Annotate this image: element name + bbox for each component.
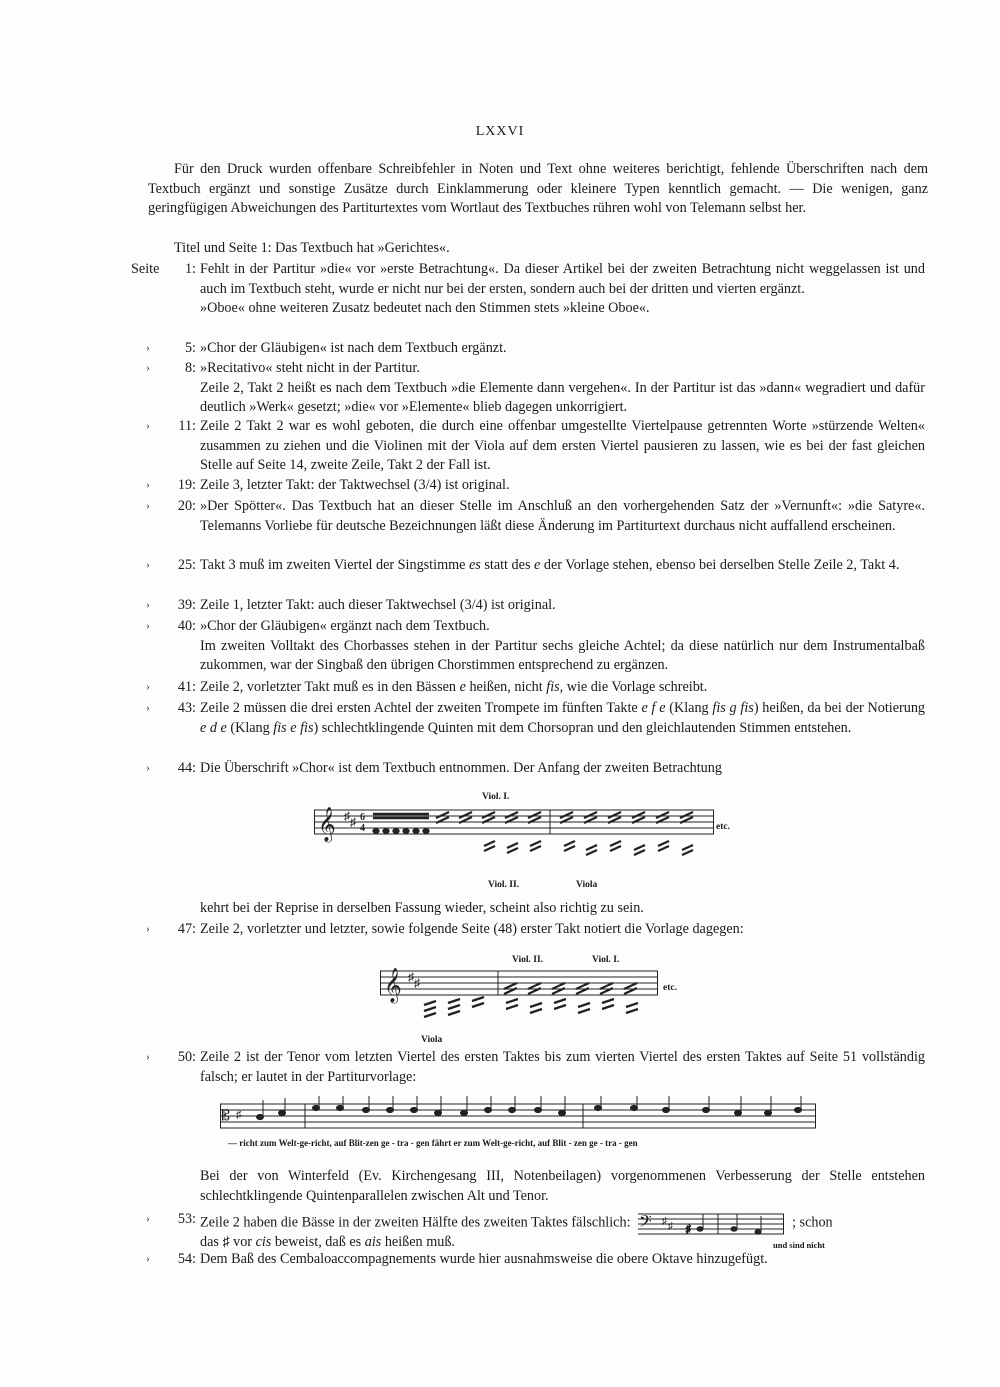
music-staff-3 — [220, 1096, 830, 1136]
entry-number: 53: — [177, 1211, 196, 1227]
entry-text: »Recitativo« steht nicht in der Partitur. — [200, 360, 420, 376]
text-part: Zeile 2, vorletzter Takt muß es in den Bässen — [200, 679, 460, 695]
entry-marker: › — [146, 479, 150, 491]
entry-text: Zeile 1, letzter Takt: auch dieser Taktwechsel (3/4) ist original. — [200, 597, 556, 613]
entry-number: 25: — [177, 557, 196, 573]
intro-paragraph: Für den Druck wurden offenbare Schreibfehler in Noten und Text ohne weiteres berichtigt, fehlende Überschriften nach dem Textbuch ergänzt und sonstige Zusätze durch Einklammerung oder kleinere Typen kenntlich gemacht. — Die wenigen, ganz geringfügigen Abweichungen des Partiturtextes vom Wortlaut des Textbuches rühren wohl von Telemann selbst her. — [148, 161, 928, 216]
bass-lyrics: und sind nicht — [773, 1240, 825, 1250]
text-part: statt des — [480, 557, 535, 573]
music-staff-1 — [314, 800, 734, 870]
etc-label: etc. — [663, 983, 677, 993]
entry-number: 40: — [177, 618, 196, 634]
bass-staff-example — [638, 1210, 788, 1236]
entry-marker: › — [146, 1051, 150, 1063]
text-part: der Vorlage stehen, ebenso bei derselben Stelle Zeile 2, Takt 4. — [540, 557, 900, 573]
entry-marker: › — [146, 923, 150, 935]
entry-text: »Der Spötter«. Das Textbuch hat an dieser Stelle im Anschluß an den vorhergehenden Satz der »Vernunft«: »die Satyre«. Telemanns Vorliebe für deutsche Bezeichnungen läßt diese Änderung im Partiturtext durchaus nicht auffallend erscheinen. — [200, 498, 925, 534]
entry-body — [200, 678, 925, 698]
entry-44-continuation: kehrt bei der Reprise in derselben Fassung wieder, scheint also richtig zu sein. — [200, 900, 644, 916]
lyrics-line: — richt zum Welt-ge-richt, auf Blit-zen ge - tra - gen fährt er zum Welt-ge-richt, auf Blit - zen ge - tra - gen — [228, 1138, 638, 1148]
svg-text:♯: ♯ — [344, 809, 350, 823]
svg-text:6: 6 — [360, 812, 365, 823]
text-part: Zeile 2 müssen die drei ersten Achtel der zweiten Trompete im fünften Takte — [200, 700, 642, 716]
entry-text: Fehlt in der Partitur »die« vor »erste Betrachtung«. Da dieser Artikel bei der zweiten Betrachtung nicht weggelassen ist und auch im Textbuch steht, wurde er nicht nur bei der ersten, sondern auch bei der dritten und vierten ergänzt. — [200, 261, 925, 297]
note-name: ais — [364, 1234, 382, 1250]
entry-marker: › — [146, 1213, 150, 1225]
entry-text: »Chor der Gläubigen« ergänzt nach dem Textbuch. — [200, 618, 490, 634]
entry-body — [200, 339, 925, 359]
viol1-label: Viol. I. — [592, 955, 620, 965]
svg-text:♯: ♯ — [414, 976, 420, 990]
text-part: , wie die Vorlage schreibt. — [559, 679, 708, 695]
entry-text: »Chor der Gläubigen« ist nach dem Textbuch ergänzt. — [200, 340, 507, 356]
note-name: fis — [546, 679, 560, 695]
entry-marker: › — [146, 762, 150, 774]
text-part: heißen, nicht — [465, 679, 547, 695]
note-name: e f e — [641, 700, 666, 716]
entry-body — [200, 359, 925, 418]
svg-text:♯: ♯ — [686, 1224, 692, 1235]
entry-marker: › — [146, 1253, 150, 1265]
entry-number: 43: — [177, 700, 196, 716]
entry-body — [200, 920, 925, 940]
music-example-3 — [0, 1096, 1000, 1151]
svg-text:♯: ♯ — [350, 815, 356, 829]
entry-marker: › — [146, 342, 150, 354]
entry-text: Zeile 3, letzter Takt: der Taktwechsel (3/4) ist original. — [200, 477, 510, 493]
note-name: e — [534, 557, 541, 573]
text-part: heißen muß. — [381, 1234, 455, 1250]
entry-text-2: »Oboe« ohne weiteren Zusatz bedeutet nach den Stimmen stets »kleine Oboe«. — [200, 300, 650, 316]
entry-body — [200, 476, 925, 496]
text-part: ) heißen, da bei der Notierung — [753, 700, 926, 716]
entry-marker: › — [146, 620, 150, 632]
entry-text — [200, 678, 925, 698]
entry-body — [200, 699, 925, 738]
entry-number: 19: — [177, 477, 196, 493]
entry-text — [200, 699, 925, 738]
svg-text:♯: ♯ — [668, 1221, 674, 1232]
entry-number: 54: — [177, 1251, 196, 1267]
page-number: LXXVI — [475, 124, 525, 139]
entry-number: 8: — [184, 360, 196, 376]
note-name: e d e — [200, 719, 227, 736]
svg-text:♯: ♯ — [236, 1109, 242, 1121]
entry-body — [200, 1250, 925, 1270]
entry-marker: › — [146, 500, 150, 512]
entry-number: 39: — [177, 597, 196, 613]
entry-text: Zeile 2 Takt 2 war es wohl geboten, die durch eine offenbar umgestellte Viertelpause getrennten Worte »stürzende Welten« zusammen zu ziehen und die Violinen mit der Viola auf dem ersten Viertel pausieren zu lassen, wie es bei der fast gleichen Stelle auf Seite 14, zweite Zeile, Takt 2 der Fall ist. — [200, 418, 925, 473]
entry-text: Zeile 2 ist der Tenor vom letzten Viertel des ersten Taktes bis zum vierten Viertel des ersten Taktes auf Seite 51 vollständig falsch; er lautet in der Partiturvorlage: — [200, 1049, 925, 1085]
entry-number: 11: — [178, 418, 196, 434]
entry-body — [200, 556, 925, 576]
entry-marker: › — [146, 599, 150, 611]
note-name: e — [459, 679, 466, 695]
svg-text:4: 4 — [360, 823, 365, 834]
text-part: das ♯ vor — [200, 1234, 256, 1250]
text-part: Zeile 2 haben die Bässe in der zweiten Hälfte des zweiten Taktes fälschlich: — [200, 1214, 631, 1231]
entry-body — [200, 596, 925, 616]
entry-text-2: Im zweiten Volltakt des Chorbasses stehen in der Partitur sechs gleiche Achtel; da diese natürlich nur dem Instrumentalbaß zukommen, war der Singbaß den übrigen Chorstimmen entsprechend zu ergänzen. — [200, 637, 925, 673]
svg-text:♯: ♯ — [662, 1216, 668, 1227]
entry-body — [200, 417, 925, 476]
svg-text:𝄡: 𝄡 — [222, 1109, 230, 1124]
entry-text: Die Überschrift »Chor« ist dem Textbuch entnommen. Der Anfang der zweiten Betrachtung — [200, 760, 722, 776]
text-part: Takt 3 muß im zweiten Viertel der Singstimme — [200, 557, 469, 573]
viol2-label: Viol. II. — [512, 955, 544, 965]
entry-number: 5: — [184, 340, 196, 356]
entry-text: Zeile 2, vorletzter und letzter, sowie folgende Seite (48) erster Takt notiert die Vorlage dagegen: — [200, 921, 744, 937]
entry-number: 1: — [184, 261, 196, 277]
titel-note: Titel und Seite 1: Das Textbuch hat »Gerichtes«. — [174, 240, 450, 256]
entry-number: 44: — [177, 760, 196, 776]
svg-text:𝄞: 𝄞 — [384, 969, 402, 1002]
entry-marker: › — [146, 559, 150, 571]
seite-label: Seite — [131, 261, 160, 277]
entry-number: 41: — [177, 679, 196, 695]
etc-label: etc. — [716, 822, 730, 832]
note-name: fis e fis — [273, 719, 314, 736]
note-name: fis g fis — [712, 700, 754, 716]
text-part: (Klang — [665, 700, 713, 716]
entry-marker: › — [146, 420, 150, 432]
entry-text: Dem Baß des Cembaloaccompagnements wurde hier ausnahmsweise die obere Oktave hinzugefügt. — [200, 1251, 768, 1267]
text-part: ; schon — [792, 1214, 833, 1231]
music-example-2 — [0, 951, 1000, 1045]
entry-marker: › — [146, 702, 150, 714]
text-part: beweist, daß es — [271, 1234, 365, 1250]
entry-marker: › — [146, 362, 150, 374]
entry-body — [200, 617, 925, 676]
entry-number: 20: — [177, 498, 196, 514]
music-staff-2 — [380, 963, 670, 1033]
entry-marker: › — [146, 681, 150, 693]
svg-text:𝄢: 𝄢 — [639, 1213, 652, 1235]
entry-50-continuation: Bei der von Winterfeld (Ev. Kirchengesang III, Notenbeilagen) vorgenommenen Verbesserung der Stelle entstehen schlechtklingende Quintenparallelen zwischen Alt und Tenor. — [200, 1168, 925, 1204]
viola-label: Viola — [576, 880, 598, 890]
entry-body — [200, 759, 925, 779]
text-part: (Klang — [226, 719, 274, 736]
entry-number: 47: — [177, 921, 196, 937]
note-name: cis — [255, 1234, 272, 1250]
viol2-label: Viol. II. — [488, 880, 520, 890]
viola-label: Viola — [421, 1035, 443, 1045]
entry-text — [200, 556, 925, 576]
entry-body — [200, 497, 925, 536]
svg-text:𝄞: 𝄞 — [318, 807, 336, 842]
text-part: ) schlechtklingende Quinten mit dem Chorsopran und den gleichlautenden Stimmen entstehen. — [313, 719, 852, 736]
music-example-1 — [0, 788, 1000, 888]
viol1-label: Viol. I. — [482, 792, 510, 802]
entry-number: 50: — [177, 1049, 196, 1065]
entry-body — [200, 260, 925, 319]
entry-body — [200, 1048, 925, 1087]
svg-text:♯: ♯ — [408, 970, 414, 984]
entry-text-2: Zeile 2, Takt 2 heißt es nach dem Textbuch »die Elemente dann vergehen«. In der Partitur ist das »dann« wegradiert und dafür deutlich »Werk« gesetzt; »die« vor »Elemente« blieb dagegen unkorrigiert. — [200, 379, 925, 415]
note-name: es — [468, 557, 481, 573]
